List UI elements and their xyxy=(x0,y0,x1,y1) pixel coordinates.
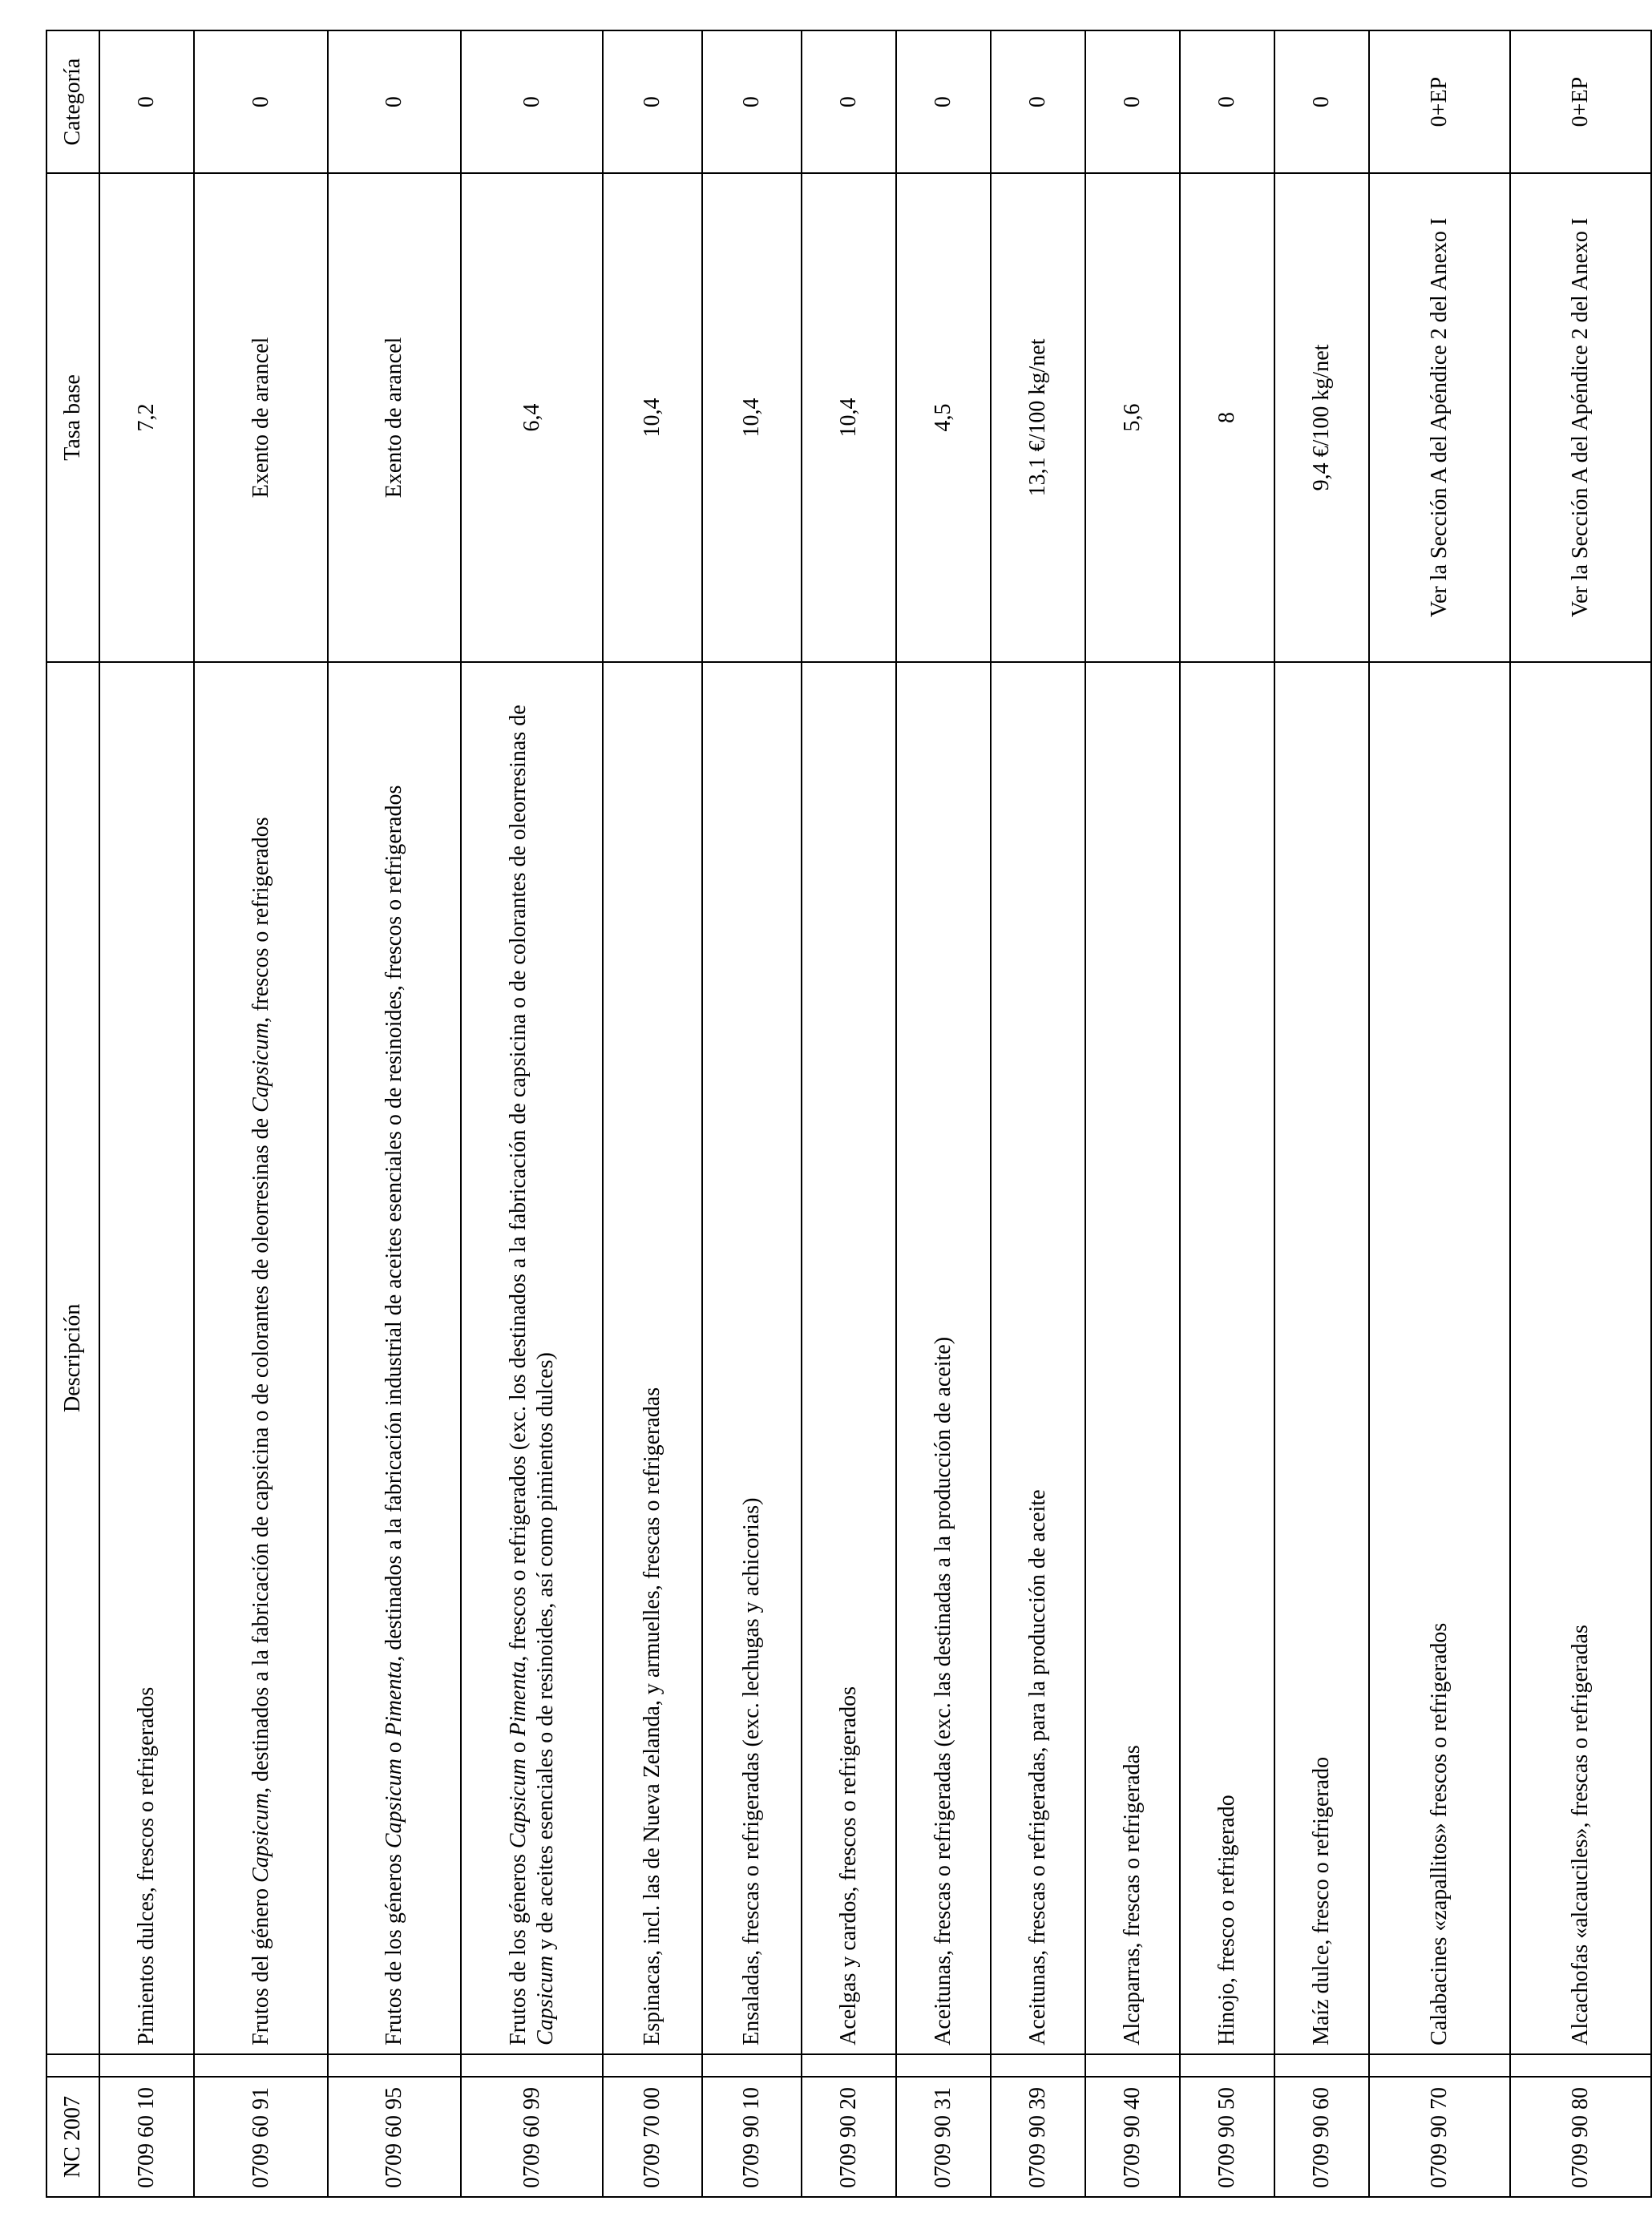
category-cell: 0+EP xyxy=(1510,30,1651,173)
spacer-cell xyxy=(1510,2054,1651,2077)
description-text: , destinados a la fabricación de capsicina o de colorantes de oleorresinas de xyxy=(248,1112,273,1793)
base-rate-cell: Exento de arancel xyxy=(194,173,328,662)
table-row xyxy=(603,30,702,2197)
description-cell xyxy=(896,662,991,2054)
category-cell: 0 xyxy=(99,30,194,173)
description-text: Frutos del género xyxy=(248,1882,273,2045)
category-cell: 0 xyxy=(702,30,802,173)
spacer-cell xyxy=(991,2054,1085,2077)
nc-code-cell: 0709 90 60 xyxy=(1274,2077,1369,2197)
header-categoria: Categoría xyxy=(46,30,99,173)
base-rate-cell: 6,4 xyxy=(461,173,603,662)
category-cell: 0 xyxy=(461,30,603,173)
category-cell: 0 xyxy=(896,30,991,173)
description-text: , frescos o refrigerados xyxy=(248,817,273,1023)
nc-code-cell: 0709 90 31 xyxy=(896,2077,991,2197)
category-cell: 0 xyxy=(194,30,328,173)
category-cell: 0 xyxy=(1274,30,1369,173)
table-row xyxy=(991,30,1085,2197)
nc-code-cell: 0709 60 95 xyxy=(328,2077,461,2197)
tariff-table xyxy=(46,30,1652,2198)
table-row xyxy=(194,30,328,2197)
base-rate-cell: 7,2 xyxy=(99,173,194,662)
base-rate-cell: Ver la Sección A del Apéndice 2 del Anexo I xyxy=(1369,173,1510,662)
spacer-cell xyxy=(1180,2054,1274,2077)
base-rate-cell: 4,5 xyxy=(896,173,991,662)
spacer-cell xyxy=(603,2054,702,2077)
description-text: Alcaparras, frescas o refrigeradas xyxy=(1120,1745,1145,2045)
base-rate-cell: 13,1 €/100 kg/net xyxy=(991,173,1085,662)
description-text: Pimientos dulces, frescos o refrigerados xyxy=(134,1686,160,2045)
table-row xyxy=(99,30,194,2197)
category-cell: 0+EP xyxy=(1369,30,1510,173)
description-cell xyxy=(194,662,328,2054)
nc-code-cell: 0709 60 10 xyxy=(99,2077,194,2197)
header-spacer xyxy=(46,2054,99,2077)
description-text: Espinacas, incl. las de Nueva Zelanda, y armuelles, frescas o refrigeradas xyxy=(640,1387,665,2045)
table-row xyxy=(461,30,603,2197)
description-cell xyxy=(461,662,603,2054)
description-cell xyxy=(1180,662,1274,2054)
category-cell: 0 xyxy=(328,30,461,173)
base-rate-cell: Ver la Sección A del Apéndice 2 del Anexo I xyxy=(1510,173,1651,662)
italic-term: Capsicum xyxy=(506,1759,531,1849)
description-text: Frutos de los géneros xyxy=(506,1848,531,2045)
description-cell xyxy=(991,662,1085,2054)
description-cell xyxy=(99,662,194,2054)
category-cell: 0 xyxy=(1085,30,1180,173)
description-text: , destinados a la fabricación industrial de aceites esenciales o de resinoides, frescos o refrigerados xyxy=(382,785,407,1662)
table-row xyxy=(1369,30,1510,2197)
description-cell xyxy=(603,662,702,2054)
nc-code-cell: 0709 60 99 xyxy=(461,2077,603,2197)
base-rate-cell: 5,6 xyxy=(1085,173,1180,662)
table-row xyxy=(702,30,802,2197)
description-cell xyxy=(702,662,802,2054)
description-text: Hinojo, fresco o refrigerado xyxy=(1214,1795,1240,2045)
nc-code-cell: 0709 90 10 xyxy=(702,2077,802,2197)
description-cell xyxy=(1369,662,1510,2054)
description-text: Aceitunas, frescas o refrigeradas, para la producción de aceite xyxy=(1025,1489,1051,2045)
base-rate-cell: 9,4 €/100 kg/net xyxy=(1274,173,1369,662)
rotated-table-container xyxy=(46,30,1593,2198)
description-text: Ensaladas, frescas o refrigeradas (exc. lechugas y achicorias) xyxy=(739,1497,765,2045)
italic-term: Pimenta xyxy=(506,1661,531,1737)
spacer-cell xyxy=(896,2054,991,2077)
category-cell: 0 xyxy=(603,30,702,173)
spacer-cell xyxy=(328,2054,461,2077)
description-cell xyxy=(328,662,461,2054)
description-text: o xyxy=(506,1736,531,1759)
nc-code-cell: 0709 90 70 xyxy=(1369,2077,1510,2197)
nc-code-cell: 0709 60 91 xyxy=(194,2077,328,2197)
description-text: Frutos de los géneros xyxy=(382,1848,407,2045)
description-cell xyxy=(1085,662,1180,2054)
base-rate-cell: Exento de arancel xyxy=(328,173,461,662)
table-body xyxy=(99,30,1651,2197)
italic-term: Pimenta xyxy=(382,1661,407,1737)
nc-code-cell: 0709 90 50 xyxy=(1180,2077,1274,2197)
table-row xyxy=(1510,30,1651,2197)
nc-code-cell: 0709 90 20 xyxy=(802,2077,896,2197)
base-rate-cell: 10,4 xyxy=(702,173,802,662)
description-cell xyxy=(1510,662,1651,2054)
header-tasa-base: Tasa base xyxy=(46,173,99,662)
spacer-cell xyxy=(194,2054,328,2077)
description-text: Calabacines «zapallitos» frescos o refrigerados xyxy=(1427,1622,1452,2045)
category-cell: 0 xyxy=(1180,30,1274,173)
base-rate-cell: 10,4 xyxy=(603,173,702,662)
italic-term: Capsicum xyxy=(532,1955,558,2045)
italic-term: Capsicum xyxy=(248,1022,273,1112)
nc-code-cell: 0709 70 00 xyxy=(603,2077,702,2197)
base-rate-cell: 8 xyxy=(1180,173,1274,662)
spacer-cell xyxy=(1274,2054,1369,2077)
italic-term: Capsicum xyxy=(248,1792,273,1883)
base-rate-cell: 10,4 xyxy=(802,173,896,662)
header-nc2007: NC 2007 xyxy=(46,2077,99,2197)
spacer-cell xyxy=(99,2054,194,2077)
spacer-cell xyxy=(702,2054,802,2077)
table-row xyxy=(1274,30,1369,2197)
table-header xyxy=(46,30,99,2197)
table-row xyxy=(1180,30,1274,2197)
description-text: Maíz dulce, fresco o refrigerado xyxy=(1309,1756,1335,2045)
header-descripcion: Descripción xyxy=(46,662,99,2054)
description-text: o xyxy=(382,1736,407,1759)
spacer-cell xyxy=(1085,2054,1180,2077)
table-row xyxy=(802,30,896,2197)
spacer-cell xyxy=(1369,2054,1510,2077)
description-cell xyxy=(802,662,896,2054)
table-row xyxy=(1085,30,1180,2197)
spacer-cell xyxy=(461,2054,603,2077)
italic-term: Capsicum xyxy=(382,1759,407,1849)
description-text: y de aceites esenciales o de resinoides, así como pimientos dulces) xyxy=(532,1352,558,1956)
spacer-cell xyxy=(802,2054,896,2077)
table-row xyxy=(896,30,991,2197)
header-row xyxy=(46,30,99,2197)
category-cell: 0 xyxy=(802,30,896,173)
category-cell: 0 xyxy=(991,30,1085,173)
description-text: , frescos o refrigerados (exc. los destinados a la fabricación de capsicina o de colorantes de oleorresinas de xyxy=(506,705,531,1662)
description-cell xyxy=(1274,662,1369,2054)
description-text: Acelgas y cardos, frescos o refrigerados xyxy=(836,1686,862,2045)
table-row xyxy=(328,30,461,2197)
nc-code-cell: 0709 90 40 xyxy=(1085,2077,1180,2197)
description-text: Alcachofas «alcauciles», frescas o refrigeradas xyxy=(1568,1625,1593,2045)
nc-code-cell: 0709 90 39 xyxy=(991,2077,1085,2197)
nc-code-cell: 0709 90 80 xyxy=(1510,2077,1651,2197)
description-text: Aceitunas, frescas o refrigeradas (exc. las destinadas a la producción de aceite) xyxy=(931,1336,956,2045)
